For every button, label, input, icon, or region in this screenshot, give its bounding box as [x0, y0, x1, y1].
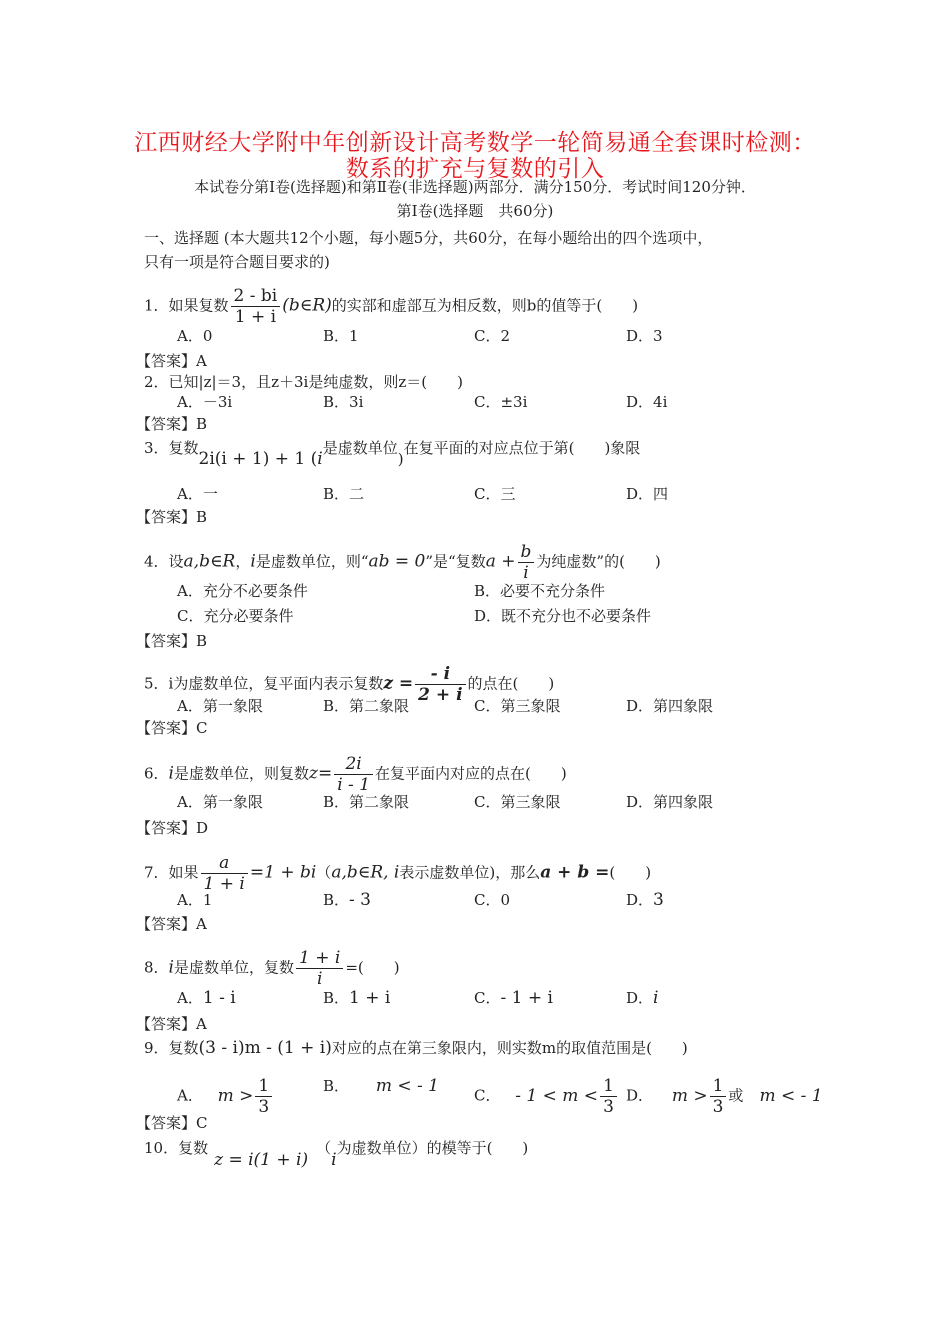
- part-one-heading: 第Ⅰ卷(选择题 共60分): [396, 202, 554, 220]
- q3-option-c: C．三: [474, 485, 516, 503]
- q1-option-b: B．1: [323, 327, 359, 345]
- q5-answer: 【答案】C: [136, 719, 208, 737]
- exam-info: 本试卷分第Ⅰ卷(选择题)和第Ⅱ卷(非选择题)两部分．满分150分．考试时间120分钟．: [194, 178, 756, 196]
- question-7: 7．如果 $\frac{a}{1 + i}$ =1 + bi（a,b∈R, i表示虚数单位)，那么a + b =( ): [144, 853, 652, 894]
- question-3: 3．复数2i(i + 1) + 1 (i是虚数单位)在复平面的对应点位于第( )象限: [144, 439, 641, 469]
- q4-fraction: $\frac{b}{i}$: [518, 542, 535, 583]
- q8-option-c: C．- 1 + i: [474, 988, 553, 1008]
- q5-option-c: C．第三象限: [474, 697, 561, 715]
- q7-fraction: $\frac{a}{1 + i}$: [201, 853, 248, 894]
- q6-option-a: A．第一象限: [177, 793, 263, 811]
- q5-option-a: A．第一象限: [177, 697, 263, 715]
- q6-option-c: C．第三象限: [474, 793, 561, 811]
- question-6: 6．i是虚数单位，则复数z= $\frac{2i}{i - 1}$ 在复平面内对应的点在( ): [144, 754, 567, 795]
- q9-option-c: C． - 1 < m < $\frac{1}{3}$: [474, 1076, 619, 1117]
- question-1: 1．如果复数 $\frac{2 - bi}{1 + i}$ (b∈R)的实部和虚部互为相反数，则b的值等于( ): [144, 286, 639, 327]
- q4-option-c: C．充分必要条件: [177, 607, 294, 625]
- q2-option-c: C．±3i: [474, 393, 528, 411]
- q4-option-b: B．必要不充分条件: [474, 582, 606, 600]
- q1-fraction: $\frac{2 - bi}{1 + i}$: [231, 286, 281, 327]
- q6-option-d: D．第四象限: [626, 793, 714, 811]
- q2-option-b: B．3i: [323, 393, 364, 411]
- q1-option-a: A．0: [177, 327, 213, 345]
- q7-option-c: C．0: [474, 891, 511, 909]
- q7-option-b: B．- 3: [323, 890, 371, 910]
- question-4: 4．设a,b∈R，i是虚数单位，则“ab = 0”是“复数a + $\frac{b}{i}$ 为纯虚数”的( ): [144, 542, 661, 583]
- q4-answer: 【答案】B: [136, 632, 208, 650]
- question-9: 9．复数(3 - i)m - (1 + i)对应的点在第三象限内，则实数m的取值范围是( ): [144, 1038, 688, 1058]
- q7-answer: 【答案】A: [136, 915, 207, 933]
- q8-option-d: D．i: [626, 988, 659, 1008]
- q9-answer: 【答案】C: [136, 1114, 208, 1132]
- document-title-line-1: 江西财经大学附中年创新设计高考数学一轮简易通全套课时检测：: [134, 130, 816, 156]
- q1-option-c: C．2: [474, 327, 511, 345]
- q8-option-b: B．1 + i: [323, 988, 391, 1008]
- q8-fraction: $\frac{1 + i}{i}$: [296, 948, 343, 989]
- q8-answer: 【答案】A: [136, 1015, 207, 1033]
- q4-option-d: D．既不充分也不必要条件: [474, 607, 652, 625]
- q5-fraction: $\frac{- i}{2 + i}$: [415, 664, 465, 705]
- q9-a-fraction: $\frac{1}{3}$: [255, 1076, 272, 1117]
- q2-option-d: D．4i: [626, 393, 668, 411]
- q9-option-d: D． m > $\frac{1}{3}$ 或 m < - 1: [626, 1076, 823, 1117]
- q6-answer: 【答案】D: [136, 819, 209, 837]
- q3-answer: 【答案】B: [136, 508, 208, 526]
- section-heading-line-2: 只有一项是符合题目要求的): [144, 253, 330, 271]
- q9-option-a: A． m > $\frac{1}{3}$: [177, 1076, 274, 1117]
- q6-fraction: $\frac{2i}{i - 1}$: [334, 754, 373, 795]
- q6-option-b: B．第二象限: [323, 793, 410, 811]
- q9-d-fraction: $\frac{1}{3}$: [710, 1076, 727, 1117]
- q9-option-b: B． m < - 1: [323, 1076, 439, 1096]
- q3-option-b: B．二: [323, 485, 365, 503]
- section-heading-line-1: 一、选择题 (本大题共12个小题，每小题5分，共60分，在每小题给出的四个选项中，: [144, 229, 713, 247]
- q2-option-a: A．－3i: [177, 393, 233, 411]
- document-title-line-2: 数系的扩充与复数的引入: [345, 156, 605, 182]
- question-10: 10．复数z = i(1 + i)（i为虚数单位）的模等于( ): [144, 1139, 529, 1170]
- question-8: 8．i是虚数单位，复数 $\frac{1 + i}{i}$ =( ): [144, 948, 400, 989]
- q1-option-d: D．3: [626, 327, 663, 345]
- q5-option-b: B．第二象限: [323, 697, 410, 715]
- question-2: 2．已知|z|＝3，且z＋3i是纯虚数，则z＝( ): [144, 373, 463, 391]
- q8-option-a: A．1 - i: [177, 988, 236, 1008]
- q3-option-a: A．一: [177, 485, 218, 503]
- q7-option-d: D．3: [626, 890, 664, 910]
- q4-option-a: A．充分不必要条件: [177, 582, 308, 600]
- q5-option-d: D．第四象限: [626, 697, 714, 715]
- question-5: 5．i为虚数单位，复平面内表示复数z = $\frac{- i}{2 + i}$ 的点在( ): [144, 664, 555, 705]
- q2-answer: 【答案】B: [136, 415, 208, 433]
- q9-c-fraction: $\frac{1}{3}$: [600, 1076, 617, 1117]
- q1-answer: 【答案】A: [136, 352, 207, 370]
- q3-option-d: D．四: [626, 485, 669, 503]
- q7-option-a: A．1: [177, 891, 213, 909]
